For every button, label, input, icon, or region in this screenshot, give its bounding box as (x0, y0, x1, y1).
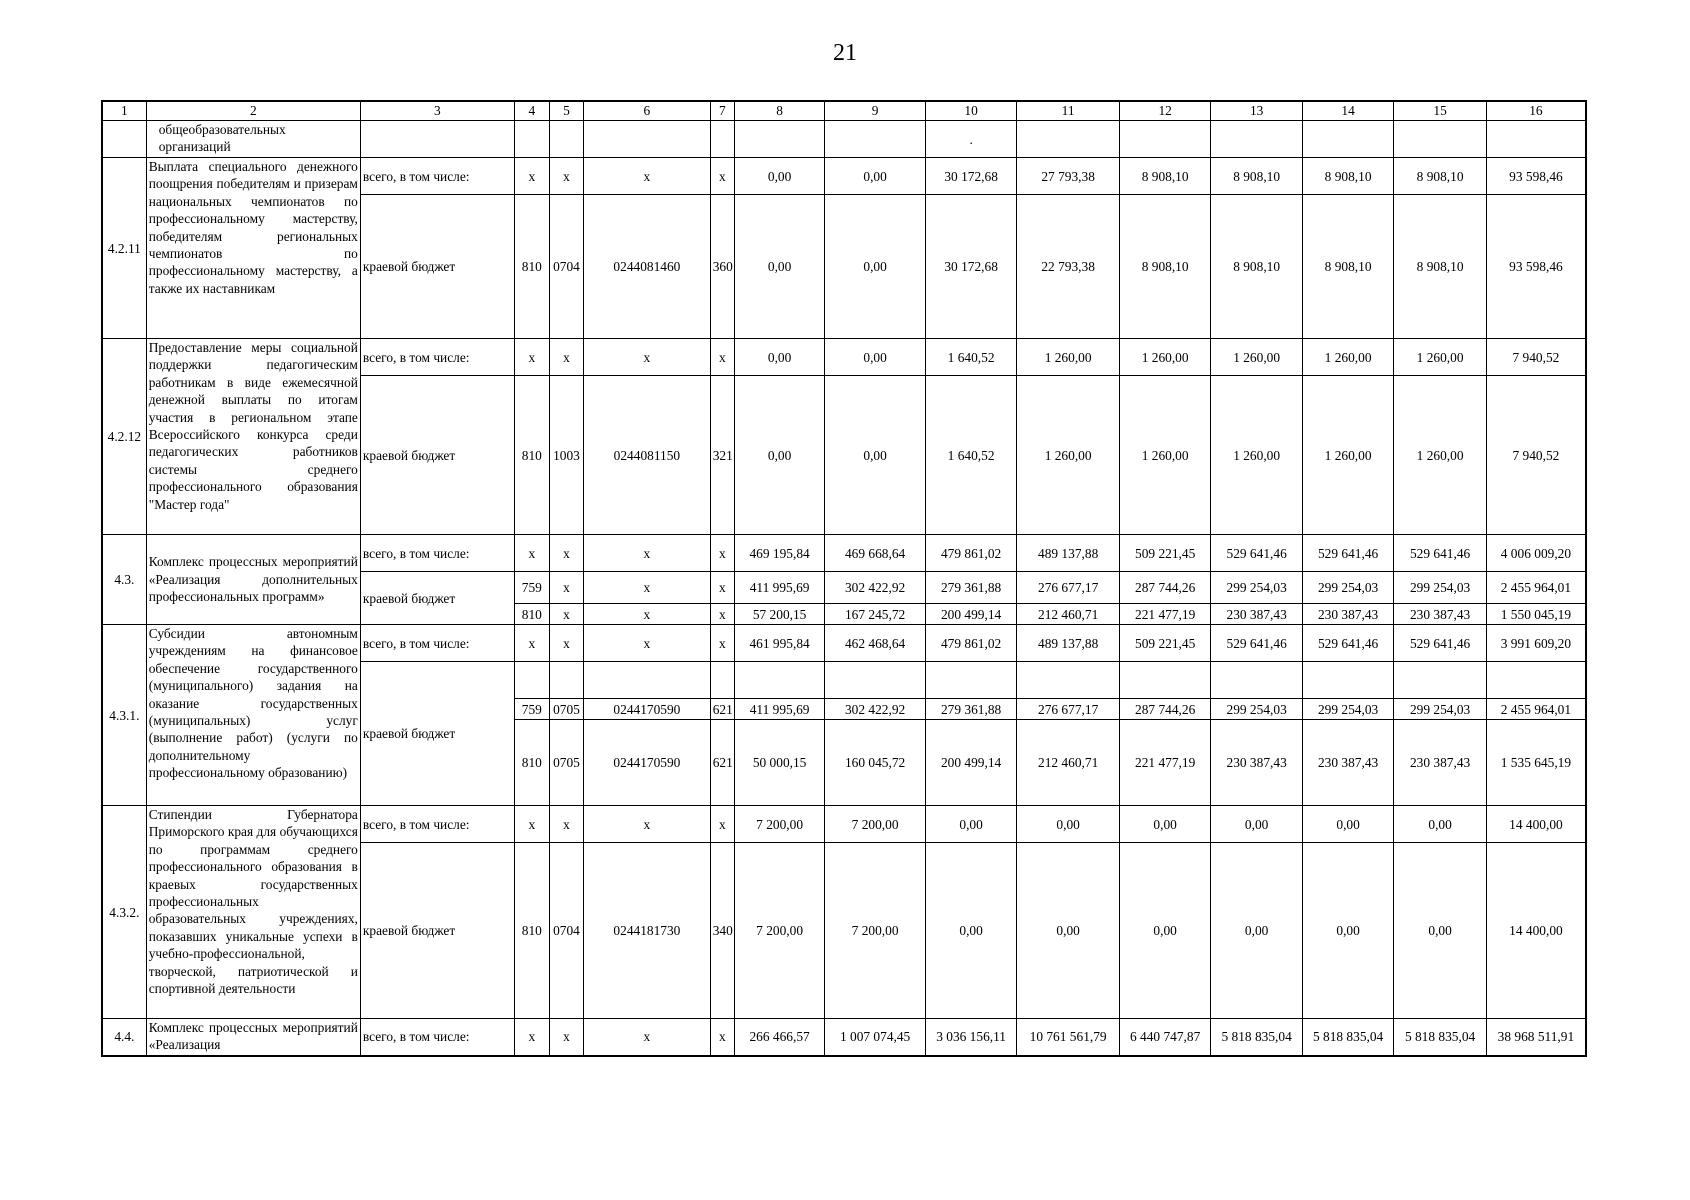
cell-value: 8 908,10 (1211, 195, 1302, 339)
cell-value: 8 908,10 (1394, 195, 1486, 339)
cell-value: 0,00 (1394, 806, 1486, 843)
cell-value: 212 460,71 (1017, 604, 1120, 625)
cell-c4: x (514, 1019, 549, 1056)
cell-value: 479 861,02 (925, 535, 1016, 572)
cell-value: 0,00 (825, 158, 926, 195)
page-number: 21 (833, 40, 857, 66)
cell-value: 1 260,00 (1211, 339, 1302, 376)
cell-value: 160 045,72 (825, 720, 926, 806)
cell-value: 1 260,00 (1017, 339, 1120, 376)
cell-value: 0,00 (1119, 806, 1210, 843)
cell-value: 5 818 835,04 (1302, 1019, 1393, 1056)
cell-value: 8 908,10 (1119, 195, 1210, 339)
cell-c6: 0244081150 (584, 376, 711, 535)
cell-c7: 621 (710, 699, 734, 720)
cell-c7: x (710, 158, 734, 195)
cell-c5: 0705 (549, 720, 583, 806)
cell-value: 0,00 (825, 376, 926, 535)
cell-value: 279 361,88 (925, 572, 1016, 604)
table-row (102, 535, 1586, 572)
funding-source: всего, в том числе: (360, 1019, 514, 1056)
table-row (102, 1019, 1586, 1056)
cell-c5: 0704 (549, 843, 583, 1019)
cell-c4: 810 (514, 195, 549, 339)
cell-c5: 0705 (549, 699, 583, 720)
cell-value: 230 387,43 (1211, 720, 1302, 806)
cell-c6: x (584, 806, 711, 843)
table-row (102, 121, 1586, 158)
cell-value: 469 195,84 (734, 535, 824, 572)
cell-value: 7 200,00 (734, 806, 824, 843)
cell-value: 0,00 (825, 339, 926, 376)
cell-c7: x (710, 339, 734, 376)
cell-value: 30 172,68 (925, 158, 1016, 195)
cell-c7: x (710, 806, 734, 843)
cell-value: 461 995,84 (734, 625, 824, 662)
cell-value: 0,00 (825, 195, 926, 339)
cell-value: 8 908,10 (1394, 158, 1486, 195)
table-row (102, 806, 1586, 843)
col-header-10: 10 (925, 101, 1016, 121)
cell-value: 529 641,46 (1394, 625, 1486, 662)
cell-c4: 810 (514, 843, 549, 1019)
funding-source: всего, в том числе: (360, 339, 514, 376)
row-number: 4.3.1. (102, 625, 146, 806)
cell-c6: x (584, 604, 711, 625)
cell-value: 8 908,10 (1302, 195, 1393, 339)
cell-value: 0,00 (1211, 806, 1302, 843)
funding-source: всего, в том числе: (360, 806, 514, 843)
cell-c5: 0704 (549, 195, 583, 339)
row-number: 4.2.11 (102, 158, 146, 339)
cell-value: 22 793,38 (1017, 195, 1120, 339)
row-description: Комплекс процессных мероприятий «Реализация дополнительных профессиональных программ» (146, 535, 360, 625)
cell-value: 7 200,00 (825, 843, 926, 1019)
funding-source: краевой бюджет (360, 662, 514, 806)
cell-value: 0,00 (734, 376, 824, 535)
cell-value: 0,00 (734, 158, 824, 195)
cell-value: 0,00 (1394, 843, 1486, 1019)
cell-value: 287 744,26 (1119, 699, 1210, 720)
cell-c4: 759 (514, 699, 549, 720)
col-header-6: 6 (584, 101, 711, 121)
cell-value: 529 641,46 (1302, 625, 1393, 662)
cell-value: 200 499,14 (925, 604, 1016, 625)
row-description: Стипендии Губернатора Приморского края для обучающихся по программам среднего профессионального образования в краевых государственных профессиональных образовательных учреждениях, показавших уникальные успехи в учебно-профессиональной, творческой, патриотической и спортивной деятельности (146, 806, 360, 1019)
cell-value: 221 477,19 (1119, 604, 1210, 625)
cell-c7: 360 (710, 195, 734, 339)
cell-value: 299 254,03 (1302, 699, 1393, 720)
cell-value: 7 200,00 (734, 843, 824, 1019)
cell-value: 5 818 835,04 (1211, 1019, 1302, 1056)
cell-value: 230 387,43 (1394, 720, 1486, 806)
cell-value: 1 260,00 (1302, 339, 1393, 376)
cell-value: 8 908,10 (1119, 158, 1210, 195)
cell-c7: x (710, 535, 734, 572)
cell-value: 0,00 (1017, 843, 1120, 1019)
cell-value: 1 550 045,19 (1486, 604, 1586, 625)
cell-value: 299 254,03 (1394, 699, 1486, 720)
cell-value: 0,00 (925, 806, 1016, 843)
cell-c7: 621 (710, 720, 734, 806)
funding-source: краевой бюджет (360, 572, 514, 625)
row-description: Предоставление меры социальной поддержки педагогическим работникам в виде ежемесячной денежной выплаты по итогам участия в региональном этапе Всероссийского конкурса среди педагогических работников системы среднего профессионального образования "Мастер года" (146, 339, 360, 535)
cell-c6: x (584, 625, 711, 662)
cell-value: 0,00 (1211, 843, 1302, 1019)
table-row (102, 625, 1586, 662)
cell-value: 0,00 (1017, 806, 1120, 843)
cell-value: 411 995,69 (734, 572, 824, 604)
row-description: Субсидии автономным учреждениям на финансовое обеспечение государственного (муниципального) задания на оказание государственных (муниципальных) услуг (выполнение работ) (услуги по дополнительному профессиональному образованию) (146, 625, 360, 806)
cell-value: 529 641,46 (1211, 535, 1302, 572)
cell-value: 489 137,88 (1017, 625, 1120, 662)
funding-source: краевой бюджет (360, 843, 514, 1019)
cell-value: 509 221,45 (1119, 535, 1210, 572)
funding-source: всего, в том числе: (360, 158, 514, 195)
row-number: 4.3.2. (102, 806, 146, 1019)
cell-c6: x (584, 1019, 711, 1056)
funding-source: краевой бюджет (360, 376, 514, 535)
cell-value: 302 422,92 (825, 572, 926, 604)
cell-c4: x (514, 625, 549, 662)
cell-c6: 0244081460 (584, 195, 711, 339)
cell-value: 1 640,52 (925, 376, 1016, 535)
cell-value: 230 387,43 (1302, 604, 1393, 625)
cell-value: 299 254,03 (1394, 572, 1486, 604)
cell-value: 3 991 609,20 (1486, 625, 1586, 662)
cell-value: 8 908,10 (1211, 158, 1302, 195)
col-header-5: 5 (549, 101, 583, 121)
row-description: общеобразовательных организаций (146, 121, 360, 158)
col-header-9: 9 (825, 101, 926, 121)
cell-value: 299 254,03 (1302, 572, 1393, 604)
table-header-row (102, 101, 1586, 121)
cell-value: 302 422,92 (825, 699, 926, 720)
cell-value: 276 677,17 (1017, 572, 1120, 604)
cell-value: 230 387,43 (1211, 604, 1302, 625)
cell-value: 0,00 (734, 339, 824, 376)
cell-c6: x (584, 339, 711, 376)
col-header-2: 2 (146, 101, 360, 121)
cell-c4: x (514, 339, 549, 376)
cell-value: 4 006 009,20 (1486, 535, 1586, 572)
cell-value: 1 260,00 (1017, 376, 1120, 535)
cell-value: 279 361,88 (925, 699, 1016, 720)
cell-c6: 0244170590 (584, 720, 711, 806)
cell-value: 276 677,17 (1017, 699, 1120, 720)
cell-value: 27 793,38 (1017, 158, 1120, 195)
col-header-7: 7 (710, 101, 734, 121)
cell-c6: 0244170590 (584, 699, 711, 720)
cell-c6: 0244181730 (584, 843, 711, 1019)
funding-source: краевой бюджет (360, 195, 514, 339)
col-header-14: 14 (1302, 101, 1393, 121)
cell-value: 1 535 645,19 (1486, 720, 1586, 806)
cell-value: 0,00 (925, 843, 1016, 1019)
col-header-12: 12 (1119, 101, 1210, 121)
cell-value: 411 995,69 (734, 699, 824, 720)
table-row (102, 339, 1586, 376)
cell-c4: x (514, 535, 549, 572)
cell-c6: x (584, 572, 711, 604)
cell-value: 57 200,15 (734, 604, 824, 625)
cell-value: 266 466,57 (734, 1019, 824, 1056)
col-header-11: 11 (1017, 101, 1120, 121)
cell-value: 5 818 835,04 (1394, 1019, 1486, 1056)
cell-value: 38 968 511,91 (1486, 1019, 1586, 1056)
cell-value: 299 254,03 (1211, 572, 1302, 604)
cell-value: 1 007 074,45 (825, 1019, 926, 1056)
cell-dot: . (925, 121, 1016, 158)
cell-value: 167 245,72 (825, 604, 926, 625)
cell-value: 2 455 964,01 (1486, 699, 1586, 720)
row-description: Комплекс процессных мероприятий «Реализация (146, 1019, 360, 1056)
cell-empty (102, 121, 146, 158)
cell-c5: x (549, 806, 583, 843)
table-row (102, 158, 1586, 195)
cell-value: 287 744,26 (1119, 572, 1210, 604)
cell-value: 469 668,64 (825, 535, 926, 572)
cell-value: 1 260,00 (1302, 376, 1393, 535)
cell-c5: x (549, 625, 583, 662)
col-header-3: 3 (360, 101, 514, 121)
cell-value: 30 172,68 (925, 195, 1016, 339)
cell-value: 0,00 (1119, 843, 1210, 1019)
cell-c4: x (514, 158, 549, 195)
cell-value: 529 641,46 (1394, 535, 1486, 572)
cell-c5: x (549, 339, 583, 376)
cell-value: 7 200,00 (825, 806, 926, 843)
cell-value: 10 761 561,79 (1017, 1019, 1120, 1056)
col-header-8: 8 (734, 101, 824, 121)
cell-value: 529 641,46 (1211, 625, 1302, 662)
cell-c5: 1003 (549, 376, 583, 535)
cell-value: 529 641,46 (1302, 535, 1393, 572)
col-header-15: 15 (1394, 101, 1486, 121)
cell-c7: 321 (710, 376, 734, 535)
cell-value: 479 861,02 (925, 625, 1016, 662)
cell-c7: x (710, 1019, 734, 1056)
cell-c4: x (514, 806, 549, 843)
cell-value: 212 460,71 (1017, 720, 1120, 806)
col-header-13: 13 (1211, 101, 1302, 121)
row-description: Выплата специального денежного поощрения победителям и призерам национальных чемпионатов по профессиональному мастерству, победителям региональных чемпионатов по профессиональному мастерству, а также их наставникам (146, 158, 360, 339)
cell-value: 230 387,43 (1394, 604, 1486, 625)
cell-c6: x (584, 158, 711, 195)
cell-c5: x (549, 604, 583, 625)
cell-c7: x (710, 572, 734, 604)
funding-source: всего, в том числе: (360, 535, 514, 572)
cell-c4: 810 (514, 604, 549, 625)
cell-value: 2 455 964,01 (1486, 572, 1586, 604)
cell-value: 0,00 (1302, 843, 1393, 1019)
row-number: 4.2.12 (102, 339, 146, 535)
col-header-16: 16 (1486, 101, 1586, 121)
cell-c6: x (584, 535, 711, 572)
cell-value: 6 440 747,87 (1119, 1019, 1210, 1056)
funding-source: всего, в том числе: (360, 625, 514, 662)
row-number: 4.4. (102, 1019, 146, 1056)
cell-c5: x (549, 535, 583, 572)
cell-value: 93 598,46 (1486, 158, 1586, 195)
cell-value: 230 387,43 (1302, 720, 1393, 806)
cell-value: 14 400,00 (1486, 843, 1586, 1019)
cell-value: 0,00 (734, 195, 824, 339)
cell-c4: 810 (514, 720, 549, 806)
cell-value: 7 940,52 (1486, 376, 1586, 535)
cell-c7: 340 (710, 843, 734, 1019)
cell-c5: x (549, 158, 583, 195)
cell-value: 1 640,52 (925, 339, 1016, 376)
cell-c7: x (710, 625, 734, 662)
cell-value: 509 221,45 (1119, 625, 1210, 662)
cell-value: 1 260,00 (1211, 376, 1302, 535)
cell-value: 14 400,00 (1486, 806, 1586, 843)
col-header-4: 4 (514, 101, 549, 121)
cell-value: 299 254,03 (1211, 699, 1302, 720)
cell-c5: x (549, 1019, 583, 1056)
cell-value: 1 260,00 (1119, 376, 1210, 535)
cell-value: 221 477,19 (1119, 720, 1210, 806)
budget-table (101, 100, 1587, 1057)
cell-value: 489 137,88 (1017, 535, 1120, 572)
cell-value: 1 260,00 (1119, 339, 1210, 376)
cell-value: 200 499,14 (925, 720, 1016, 806)
cell-value: 93 598,46 (1486, 195, 1586, 339)
cell-c5: x (549, 572, 583, 604)
cell-value: 8 908,10 (1302, 158, 1393, 195)
cell-value: 50 000,15 (734, 720, 824, 806)
cell-c4: 810 (514, 376, 549, 535)
cell-value: 3 036 156,11 (925, 1019, 1016, 1056)
row-number: 4.3. (102, 535, 146, 625)
cell-value: 1 260,00 (1394, 376, 1486, 535)
col-header-1: 1 (102, 101, 146, 121)
cell-value: 462 468,64 (825, 625, 926, 662)
cell-value: 0,00 (1302, 806, 1393, 843)
cell-value: 7 940,52 (1486, 339, 1586, 376)
cell-c7: x (710, 604, 734, 625)
cell-c4: 759 (514, 572, 549, 604)
cell-value: 1 260,00 (1394, 339, 1486, 376)
